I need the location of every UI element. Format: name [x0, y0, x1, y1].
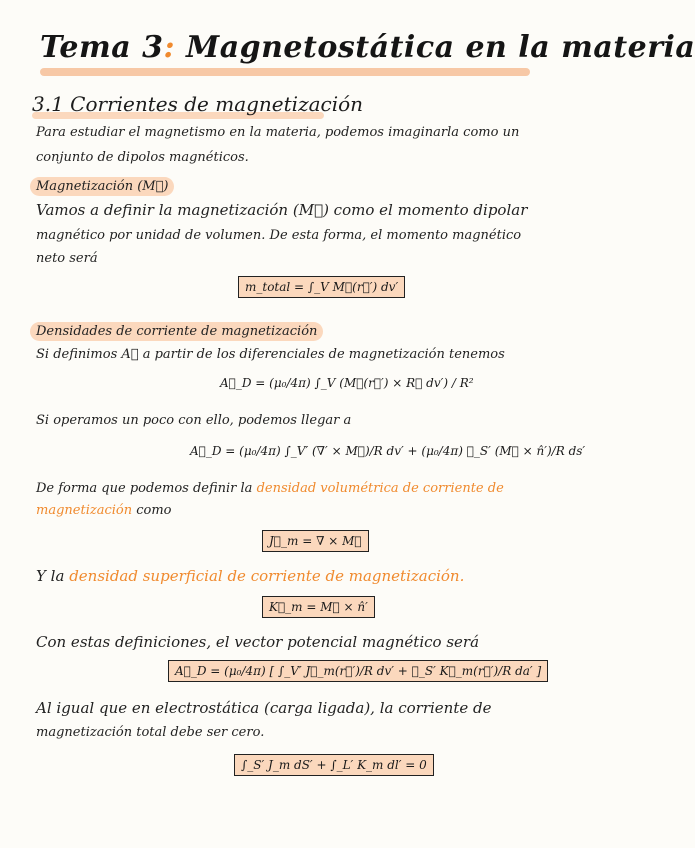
magnetizacion-header: Magnetización (M⃗) [30, 177, 174, 196]
equation-vector-potential-2: A⃗_D = (μ₀/4π) ∫_V′ (∇′ × M⃗)/R dv′ + (μ₀/4π) ∮_S′ (M⃗ × n̂′)/R ds′ [190, 444, 586, 458]
densidades-line-5: Y la densidad superficial de corriente de magnetización. [36, 567, 465, 585]
equation-total-moment: m_total = ∫_V M⃗(r⃗′) dv′ [238, 276, 405, 298]
section-heading-block [32, 92, 363, 116]
densidades-header: Densidades de corriente de magnetización [30, 322, 323, 341]
section-heading: 3.1 Corrientes de magnetización [32, 92, 364, 116]
equation-vector-potential-1: A⃗_D = (μ₀/4π) ∫_V (M⃗(r⃗′) × R⃗ dv′) / R² [220, 376, 474, 390]
intro-line-1: Para estudiar el magnetismo en la materia, podemos imaginarla como un [36, 125, 520, 140]
magnetizacion-line-3: neto será [36, 251, 98, 266]
intro-line-2: conjunto de dipolos magnéticos. [36, 150, 249, 165]
densidades-line-3: De forma que podemos definir la densidad volumétrica de corriente de [36, 481, 504, 496]
title-block [40, 30, 695, 65]
equation-volume-current: J⃗_m = ∇ × M⃗ [262, 530, 369, 552]
magnetizacion-line-1: Vamos a definir la magnetización (M⃗) como el momento dipolar [36, 201, 528, 219]
densidades-line-1: Si definimos A⃗ a partir de los diferenciales de magnetización tenemos [36, 347, 505, 362]
magnetizacion-line-2: magnético por unidad de volumen. De esta forma, el momento magnético [36, 228, 522, 243]
densidades-line-7: Al igual que en electrostática (carga ligada), la corriente de [36, 699, 492, 717]
densidades-line-4: magnetización como [36, 503, 172, 518]
densidades-line-2: Si operamos un poco con ello, podemos llegar a [36, 413, 352, 428]
densidades-line-8: magnetización total debe ser cero. [36, 725, 265, 740]
equation-surface-current: K⃗_m = M⃗ × n̂′ [262, 596, 375, 618]
title-highlight [40, 68, 530, 76]
equation-vector-potential-3: A⃗_D = (μ₀/4π) [ ∫_V′ J⃗_m(r⃗′)/R dv′ + ∮_S′ K⃗_m(r⃗′)/R da′ ] [168, 660, 548, 682]
densidades-line-6: Con estas definiciones, el vector potencial magnético será [36, 633, 480, 651]
equation-total-current-zero: ∫_S′ J_m dS′ + ∫_L′ K_m dl′ = 0 [234, 754, 434, 776]
page-title: Tema 3: Magnetostática en la materia [40, 30, 695, 65]
